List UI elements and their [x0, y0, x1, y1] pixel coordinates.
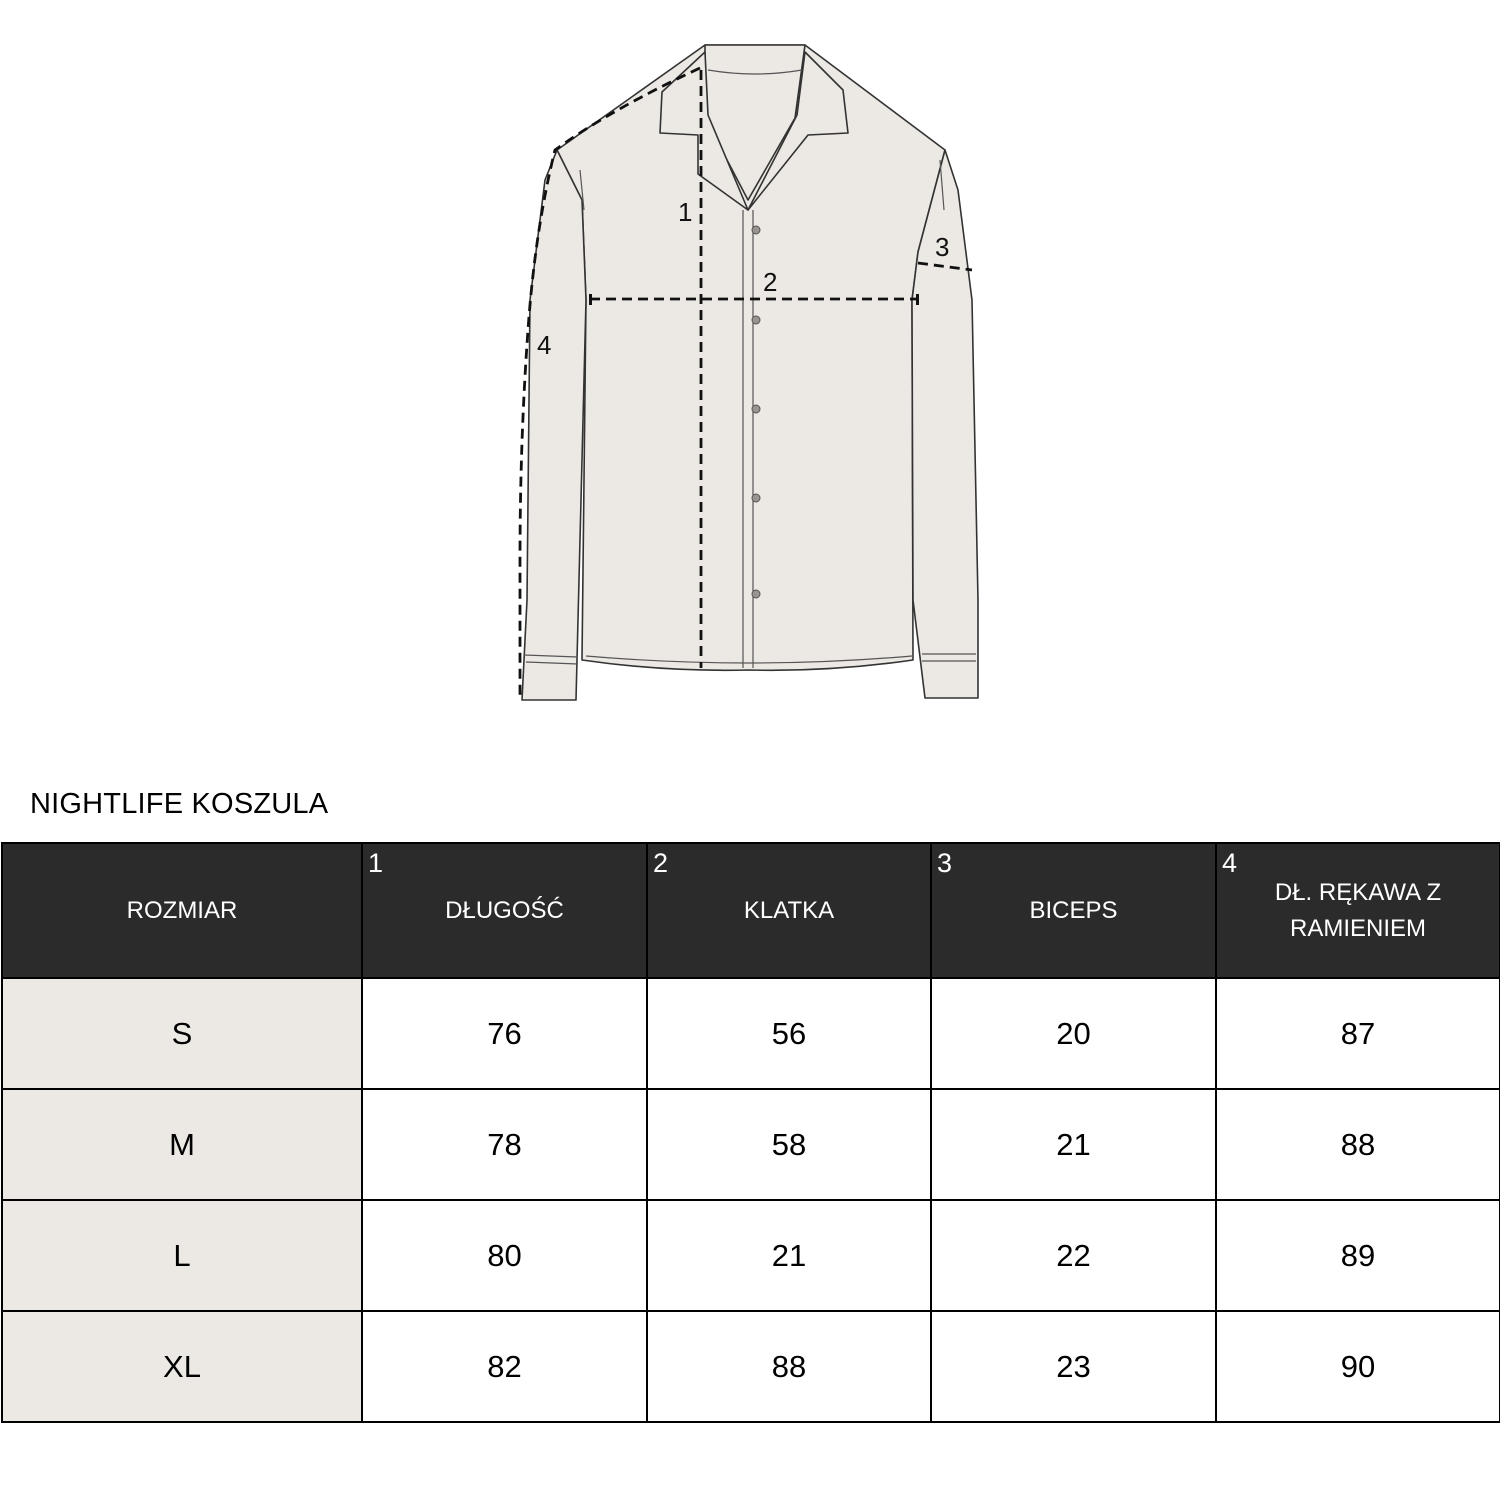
table-header-row	[2, 843, 1500, 978]
column-header-biceps	[931, 843, 1216, 978]
size-cell: L	[2, 1200, 362, 1311]
column-header-sleeve	[1216, 843, 1500, 978]
column-header-number: 3	[937, 848, 953, 878]
table-row	[2, 1311, 1500, 1422]
column-header-number: 4	[1222, 848, 1238, 878]
button-icon	[752, 405, 760, 413]
column-header-length	[362, 843, 647, 978]
button-icon	[752, 226, 760, 234]
chest-cell: 21	[647, 1200, 931, 1311]
sleeve-cell: 89	[1216, 1200, 1500, 1311]
sleeve-cell: 88	[1216, 1089, 1500, 1200]
table-row	[2, 1089, 1500, 1200]
length-cell: 82	[362, 1311, 647, 1422]
chest-cell: 58	[647, 1089, 931, 1200]
column-header-label: BICEPS	[1029, 896, 1118, 924]
size-chart-table	[1, 842, 1500, 1423]
table-row	[2, 978, 1500, 1089]
sleeve-cell: 90	[1216, 1311, 1500, 1422]
measure-label-3: 3	[935, 232, 950, 262]
sleeve-cell: 87	[1216, 978, 1500, 1089]
biceps-cell: 22	[931, 1200, 1216, 1311]
size-cell: XL	[2, 1311, 362, 1422]
measure-label-4: 4	[537, 330, 552, 360]
column-header-number: 2	[653, 848, 669, 878]
button-icon	[752, 590, 760, 598]
table-row	[2, 1200, 1500, 1311]
shirt-left-sleeve	[522, 150, 586, 700]
length-cell: 76	[362, 978, 647, 1089]
column-header-chest	[647, 843, 931, 978]
column-header-size	[2, 843, 362, 978]
button-icon	[752, 316, 760, 324]
chest-cell: 88	[647, 1311, 931, 1422]
shirt-illustration	[0, 0, 1500, 740]
length-cell: 80	[362, 1200, 647, 1311]
measure-label-2: 2	[763, 267, 778, 297]
biceps-cell: 20	[931, 978, 1216, 1089]
measure-label-1: 1	[678, 197, 693, 227]
column-header-label: DŁUGOŚĆ	[445, 896, 564, 924]
chest-cell: 56	[647, 978, 931, 1089]
shirt-diagram	[0, 0, 1500, 740]
size-cell: M	[2, 1089, 362, 1200]
column-header-label: ROZMIAR	[126, 896, 238, 924]
length-cell: 78	[362, 1089, 647, 1200]
biceps-cell: 23	[931, 1311, 1216, 1422]
column-header-label: KLATKA	[743, 896, 835, 924]
biceps-cell: 21	[931, 1089, 1216, 1200]
column-header-number: 1	[368, 848, 384, 878]
column-header-label: DŁ. RĘKAWA Z RAMIENIEM	[1274, 878, 1442, 942]
size-cell: S	[2, 978, 362, 1089]
product-title: NIGHTLIFE KOSZULA	[30, 788, 329, 820]
button-icon	[752, 494, 760, 502]
